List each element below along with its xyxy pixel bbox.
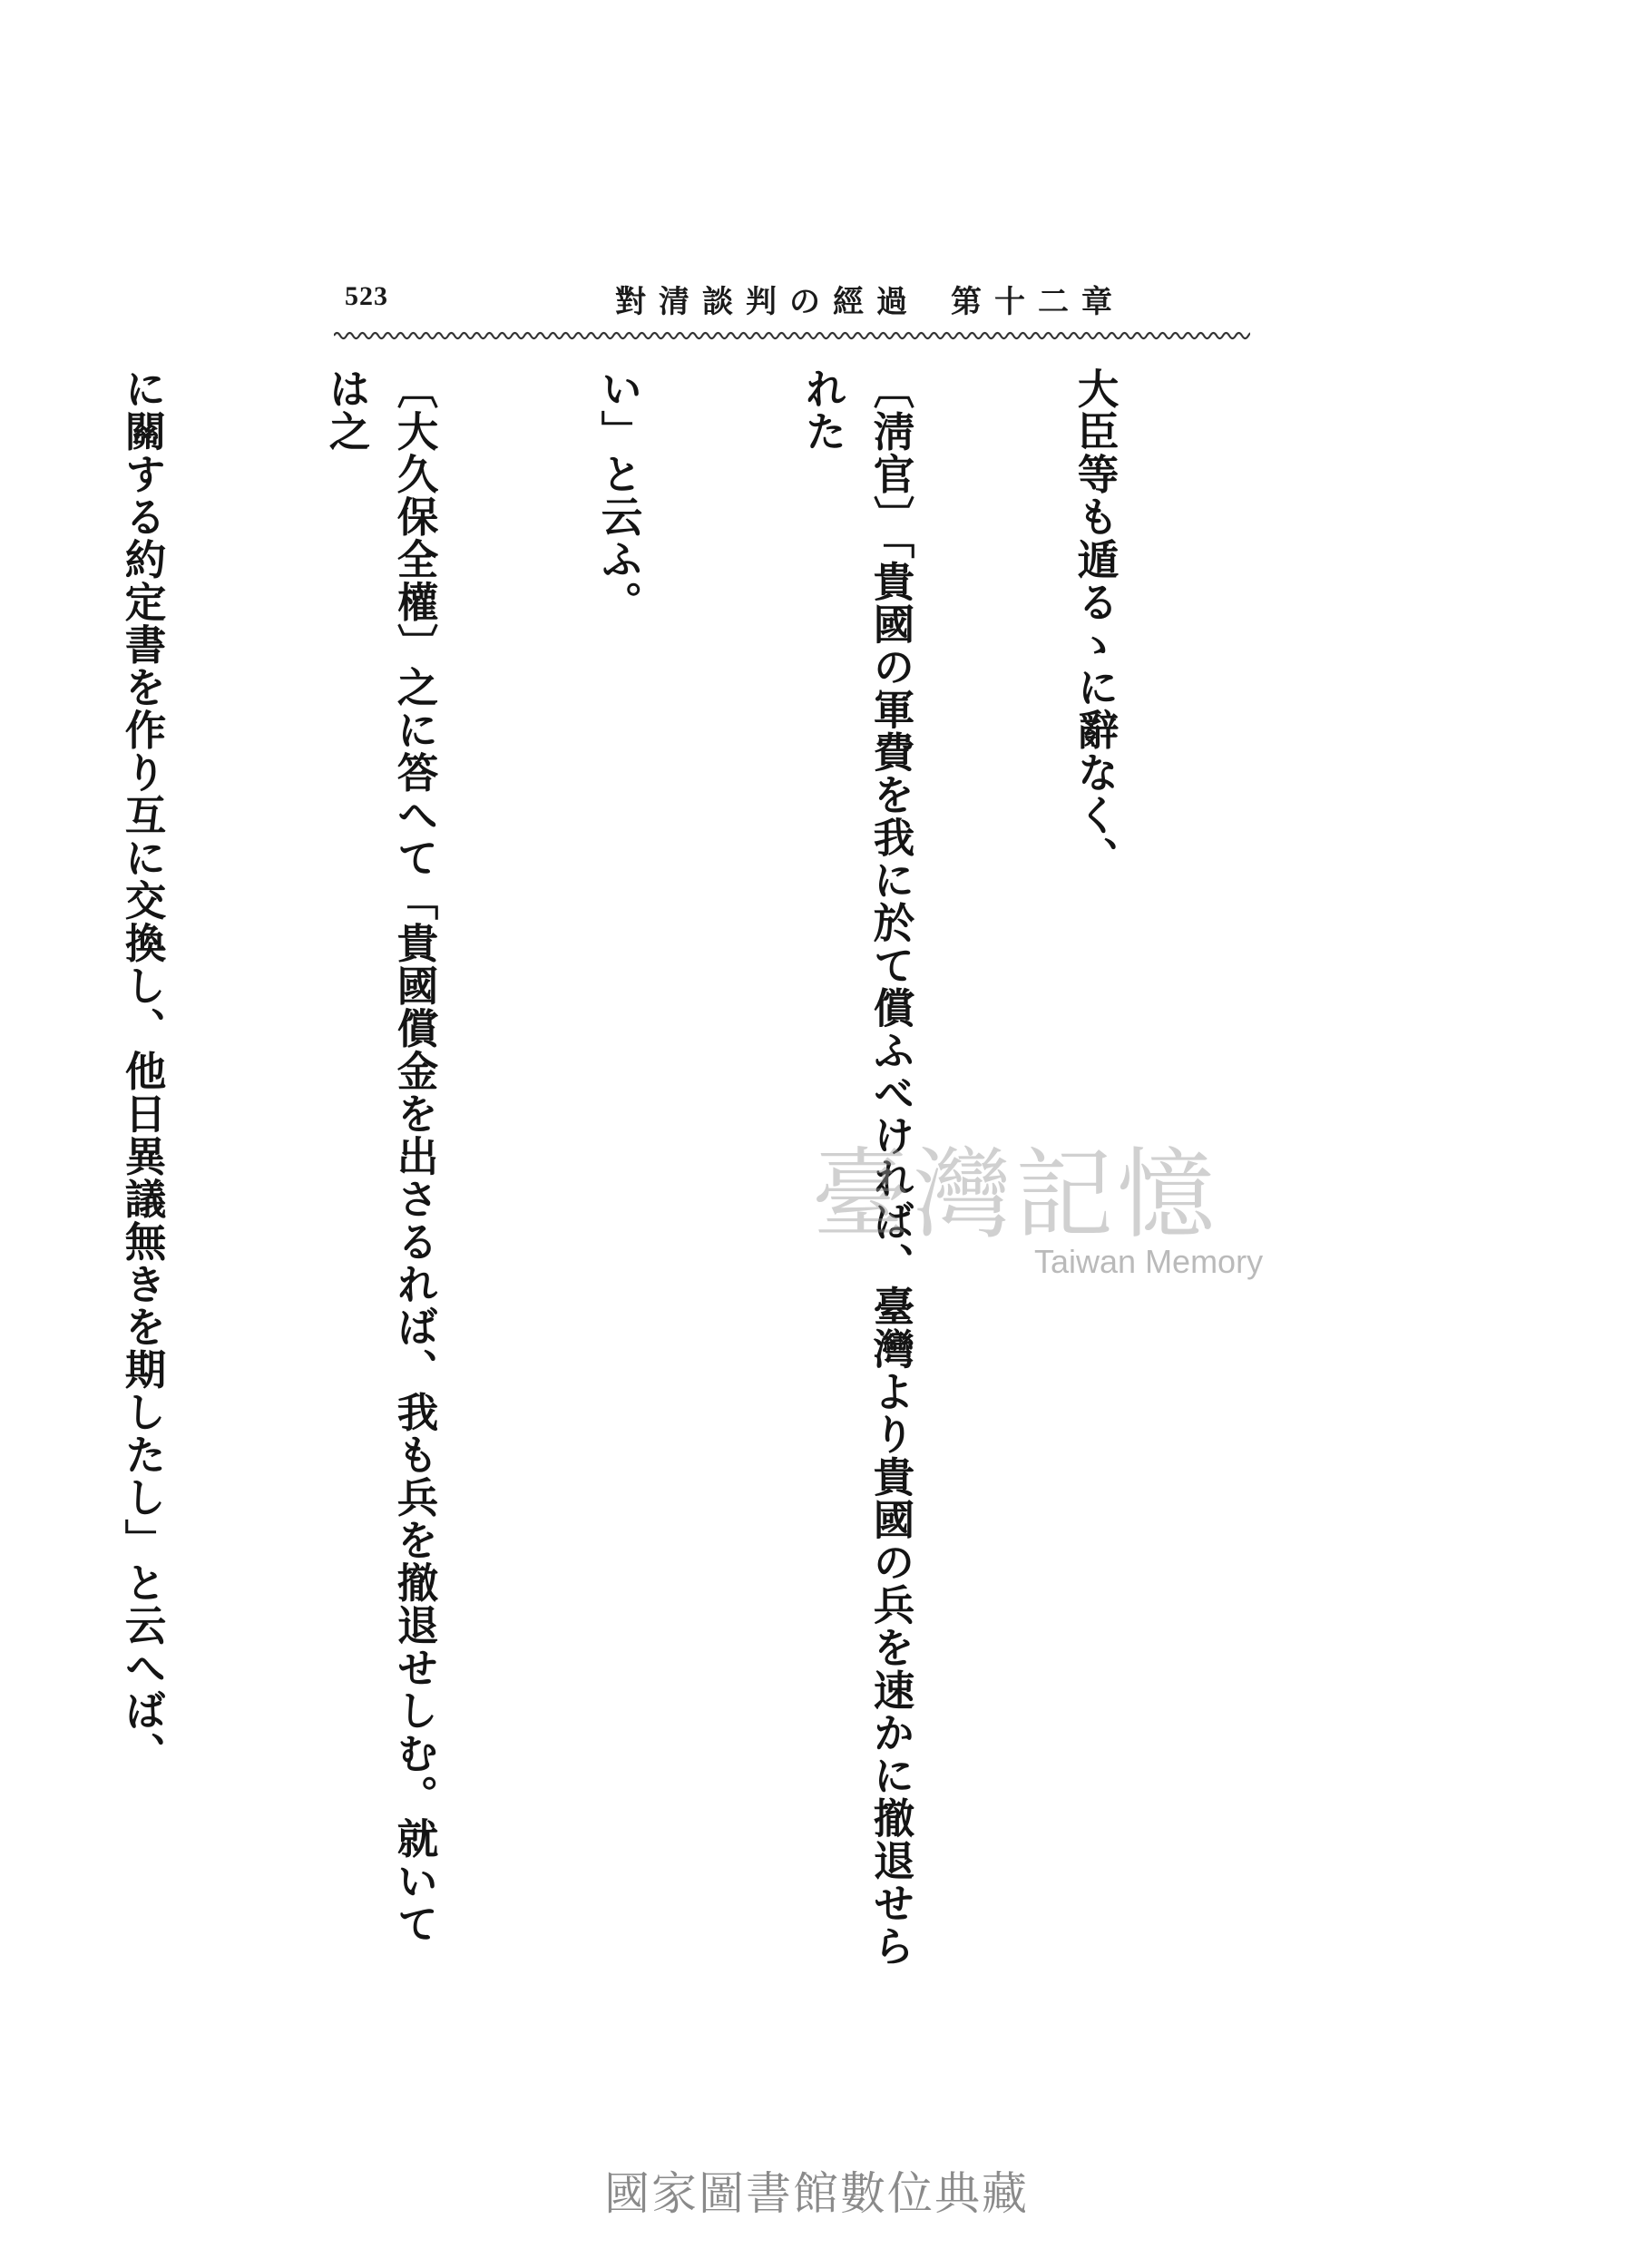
body-text	[119, 367, 1266, 1982]
watermark-chinese: 臺灣記憶	[812, 1139, 1219, 1252]
chapter-label: 第十二章	[951, 284, 1125, 320]
watermark-english: Taiwan Memory	[1034, 1243, 1264, 1280]
running-title	[553, 277, 1125, 321]
text-line: 〔大久保全權〕之に答へて「貴國償金を出さるれば、我も兵を撤退せしむ。就いては之	[323, 367, 440, 1945]
text-line: 大臣等も遁るゝに辭なく、	[1071, 367, 1120, 879]
text-line: に關する約定書を作り互に交換し、他日異議無きを期したし」と云へば、	[119, 367, 168, 1774]
page-number: 523	[345, 281, 388, 311]
section-title: 對清談判の經過	[615, 284, 920, 320]
text-line: い」と云ふ。	[595, 367, 644, 623]
footer-collection-label: 國家圖書館數位典藏	[604, 2167, 1029, 2220]
text-line: 〔淸官〕「貴國の軍費を我に於て償ふべければ、臺灣より貴國の兵を速かに撤退せられた	[799, 367, 916, 1968]
wavy-divider	[334, 328, 1250, 343]
